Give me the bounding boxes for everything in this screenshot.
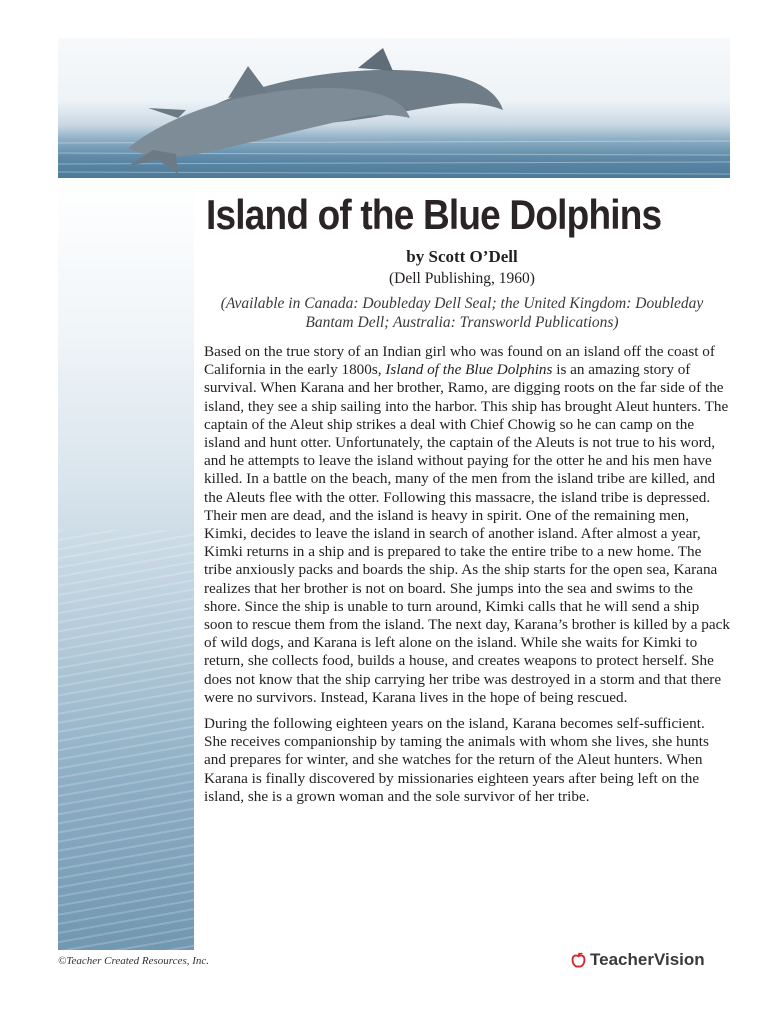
dolphins-illustration	[58, 38, 730, 178]
copyright-credit: ©Teacher Created Resources, Inc.	[58, 955, 210, 967]
book-title-inline: Island of the Blue Dolphins	[385, 361, 553, 379]
summary-paragraph-1	[204, 343, 730, 707]
apple-icon	[570, 952, 587, 969]
summary-text: Based on the true story of an Indian girl who was found on an island off the coast of California in the early 1800s,	[204, 343, 715, 379]
ocean-waves-texture	[58, 530, 194, 950]
header-dolphin-image	[58, 38, 730, 178]
summary-body	[204, 343, 730, 814]
availability-note: (Available in Canada: Doubleday Dell Seal; the United Kingdom: Doubleday Bantam Dell; Australia: Transworld Publications)	[220, 295, 704, 331]
page-title: Island of the Blue Dolphins	[206, 192, 662, 238]
logo-text: TeacherVision	[590, 950, 705, 969]
decorative-ocean-sidebar	[58, 178, 194, 950]
teachervision-logo	[570, 950, 705, 970]
summary-paragraph-2: During the following eighteen years on the island, Karana becomes self-sufficient. She receives companionship by taming the animals with whom she lives, she hunts and prepares for winter, and she watches for the return of the Aleut hunters. When Karana is finally discovered by missionaries eighteen years after being left on the island, she is a grown woman and the sole survivor of her tribe.	[204, 715, 709, 805]
publisher-info: (Dell Publishing, 1960)	[389, 270, 535, 287]
author-byline: by Scott O’Dell	[406, 247, 518, 266]
summary-text: is an amazing story of survival. When Karana and her brother, Ramo, are digging roots on the far side of the island, they see a ship sailing into the harbor. This ship has brought Aleut hunters. The captain of the Aleut ship strikes a deal with Chief Chowig so he can camp on the island and hunt otter. Unfortunately, the captain of the Aleuts is not true to his word, and he attempts to leave the island without paying for the otter he and his men have killed. In a battle on the beach, many of the men from the island tribe are killed, and the Aleuts flee with the otter. Following this massacre, the island tribe is depressed. Their men are dead, and the island is heavy in spirit. One of the remaining men, Kimki, decides to leave the island in search of another island. After almost a year, Kimki returns in a ship and is prepared to take the entire tribe to a new home. The tribe anxiously packs and boards the ship. As the ship starts for the open sea, Karana realizes that her brother is not on board. She jumps into the sea and swims to the shore. Since the ship is unable to turn around, Kimki calls that he will send a ship soon to rescue them from the island. The next day, Karana’s brother is killed by a pack of wild dogs, and Karana is left alone on the island. While she waits for Kimki to return, she collects food, builds a house, and creates weapons to protect herself. She does not know that the ship carrying her tribe was destroyed in a storm and that there were no survivors. Instead, Karana lives in the hope of being rescued.	[204, 361, 730, 706]
